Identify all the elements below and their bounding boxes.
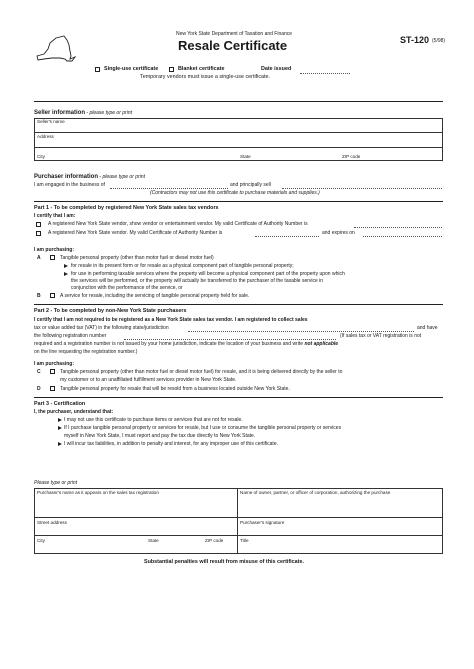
part3-bullet1: I may not use this certificate to purchase items or services that are not for resale.	[64, 417, 243, 423]
option-b-checkbox[interactable]	[50, 293, 55, 298]
option-b-text: A service for resale, including the servicing of tangible personal property held for sale.	[60, 293, 250, 299]
form-title: Resale Certificate	[178, 38, 288, 53]
part2-not-applicable: not applicable	[304, 341, 339, 347]
part3-heading: Part 3 - Certification	[34, 401, 86, 407]
single-use-label: Single-use certificate	[104, 66, 159, 72]
street-address-field[interactable]	[35, 527, 236, 534]
option-c-line1: Tangible personal property (other than motor fuel or diesel motor fuel) for resale, and it is being delivered directly by the seller to	[60, 369, 343, 375]
option-d-text: Tangible personal property for resale that will be resold from a business located outside New York State.	[60, 386, 290, 392]
form-date: (5/98)	[432, 38, 446, 44]
part1-option1-text: A registered New York State vendor, show vendor or entertainment vendor. My valid Certificate of Authority Number is	[48, 221, 308, 227]
blanket-checkbox[interactable]	[169, 67, 174, 72]
filled-triangle-bullet-icon	[64, 272, 68, 276]
date-issued-field[interactable]	[300, 73, 350, 74]
option-a-bullet2-line1: for use in performing taxable services where the property will become a physical component part of the property upon which	[71, 271, 345, 277]
date-issued-label: Date issued	[261, 66, 292, 72]
seller-zip-label: ZIP code	[342, 154, 361, 159]
option-a-bullet1: for resale in its present form or for resale as a physical component part of tangible personal property;	[71, 263, 294, 269]
part1-option2-authority-field[interactable]	[255, 236, 319, 237]
signature-field[interactable]	[238, 527, 442, 534]
bottom-zip-label: ZIP code	[205, 538, 224, 543]
purchaser-name-field[interactable]	[35, 497, 236, 516]
city-state-zip-field[interactable]	[35, 545, 236, 553]
temporary-vendor-note: Temporary vendors must issue a single-use certificate.	[140, 74, 271, 80]
part1-certify: I certify that I am:	[34, 213, 76, 219]
filled-triangle-bullet-icon	[58, 418, 62, 422]
part1-expires-field[interactable]	[363, 236, 442, 237]
principally-sell-label: and principally sell	[230, 182, 271, 188]
part1-divider	[34, 304, 443, 305]
part2-line4	[34, 342, 338, 347]
part2-line3-note: (If sales tax or VAT registration is not	[340, 333, 422, 339]
seller-heading	[34, 110, 132, 116]
purchaser-heading-text: Purchaser information	[34, 174, 99, 180]
part2-line4-text: required and a registration number is not issued by your home jurisdiction, indicate the location of your business and write	[34, 341, 304, 347]
part1-option2-checkbox[interactable]	[36, 231, 41, 236]
form-number: ST-120	[400, 35, 430, 45]
seller-name-field[interactable]	[34, 125, 443, 132]
penalty-notice: Substantial penalties will result from misuse of this certificate.	[144, 559, 304, 565]
part1-option1-checkbox[interactable]	[36, 222, 41, 227]
signature-box-row-divider-2	[34, 535, 443, 536]
purchaser-divider	[34, 201, 443, 202]
seller-heading-text: Seller information	[34, 110, 86, 116]
owner-name-label: Name of owner, partner, or officer of corporation, authorizing the purchase	[240, 490, 391, 495]
seller-address-field[interactable]	[34, 140, 443, 147]
principal-products-field[interactable]	[282, 188, 442, 189]
part1-option1-authority-field[interactable]	[354, 227, 442, 228]
business-type-field[interactable]	[110, 188, 228, 189]
part2-line1	[34, 318, 308, 323]
option-c-letter: C	[37, 369, 41, 375]
option-a-bullet2-line3: conjunction with the performance of the service, or	[71, 285, 183, 291]
title-field[interactable]	[238, 545, 442, 553]
owner-name-field[interactable]	[238, 497, 442, 516]
option-a-bullet2-line2: the services will be performed, or the property will actually be transferred to the purchaser of the taxable service in	[71, 278, 324, 284]
business-of-label: I am engaged in the business of	[34, 182, 105, 188]
purchaser-heading	[34, 174, 145, 180]
blanket-label: Blanket certificate	[178, 66, 225, 72]
seller-address-label: Address	[37, 134, 54, 139]
agency-name: New York State Department of Taxation and Finance	[176, 31, 293, 37]
part2-heading: Part 2 - To be completed by non-New York State purchasers	[34, 308, 187, 314]
registration-number-field[interactable]	[124, 339, 336, 340]
option-d-letter: D	[37, 386, 41, 392]
part3-bullet2-line1: If I purchase tangible personal property or services for resale, but I use or consume the tangible personal property or services	[64, 425, 342, 431]
bottom-city-label: City	[37, 538, 45, 543]
contractor-note: (Contractors may not use this certificate to purchase materials and supplies.)	[150, 190, 320, 196]
option-a-letter: A	[37, 255, 41, 261]
part2-line3-text: the following registration number	[34, 333, 107, 339]
seller-name-label: Seller's name	[37, 119, 65, 124]
part1-option2-text: A registered New York State vendor. My valid Certificate of Authority Number is	[48, 230, 223, 236]
seller-state-label: State	[240, 154, 251, 159]
signature-label: Purchaser's signature	[240, 520, 285, 525]
part2-divider	[34, 397, 443, 398]
purchaser-heading-note: - please type or print	[98, 174, 145, 180]
part3-bullet2-line2: myself in New York State, I must report and pay the tax due directly to New York State.	[64, 433, 256, 439]
part2-line2-text: tax or value added tax (VAT) in the following state/jurisdiction	[34, 325, 169, 331]
filled-triangle-bullet-icon	[58, 442, 62, 446]
header-divider	[34, 101, 443, 102]
seller-row-divider-2	[34, 147, 443, 148]
part2-and-have: and have	[417, 325, 438, 331]
part3-intro: I, the purchaser, understand that:	[34, 409, 114, 415]
state-jurisdiction-field[interactable]	[188, 331, 414, 332]
bottom-state-label: State	[148, 538, 159, 543]
filled-triangle-bullet-icon	[64, 264, 68, 268]
part2-line5-text: on the line requesting the registration number.)	[34, 349, 138, 355]
seller-heading-note: - please type or print	[85, 110, 132, 116]
option-a-checkbox[interactable]	[50, 255, 55, 260]
option-a-text: Tangible personal property (other than motor fuel or diesel motor fuel)	[60, 255, 214, 261]
seller-city-label: City	[37, 154, 45, 159]
option-c-checkbox[interactable]	[50, 369, 55, 374]
option-d-checkbox[interactable]	[50, 386, 55, 391]
option-c-line2: my customer or to an unaffiliated fulfillment services provider in New York State.	[60, 377, 237, 383]
title-label: Title	[240, 538, 249, 543]
new-york-state-outline-icon	[34, 32, 78, 64]
part1-purchasing-label: I am purchasing:	[34, 247, 75, 253]
part2-purchasing-label: I am purchasing:	[34, 361, 75, 367]
single-use-checkbox[interactable]	[95, 67, 100, 72]
part2-line1-text: I certify that I am not required to be registered as a New York State sales tax vendor. I am registered to collect sales	[34, 317, 308, 323]
signature-box-row-divider-1	[34, 517, 443, 518]
seller-row-divider-1	[34, 132, 443, 133]
street-address-label: Street address	[37, 520, 67, 525]
option-b-letter: B	[37, 293, 41, 299]
filled-triangle-bullet-icon	[58, 426, 62, 430]
part3-bullet3: I will incur tax liabilities, in addition to penalty and interest, for any improper use of this certificate.	[64, 441, 278, 447]
part1-heading: Part 1 - To be completed by registered New York State sales tax vendors	[34, 205, 219, 211]
purchaser-name-label: Purchaser's name as it appears on the sales tax registration	[37, 490, 159, 495]
part1-expires-label: and expires on	[322, 230, 355, 236]
type-or-print-note: Please type or print	[34, 480, 78, 486]
